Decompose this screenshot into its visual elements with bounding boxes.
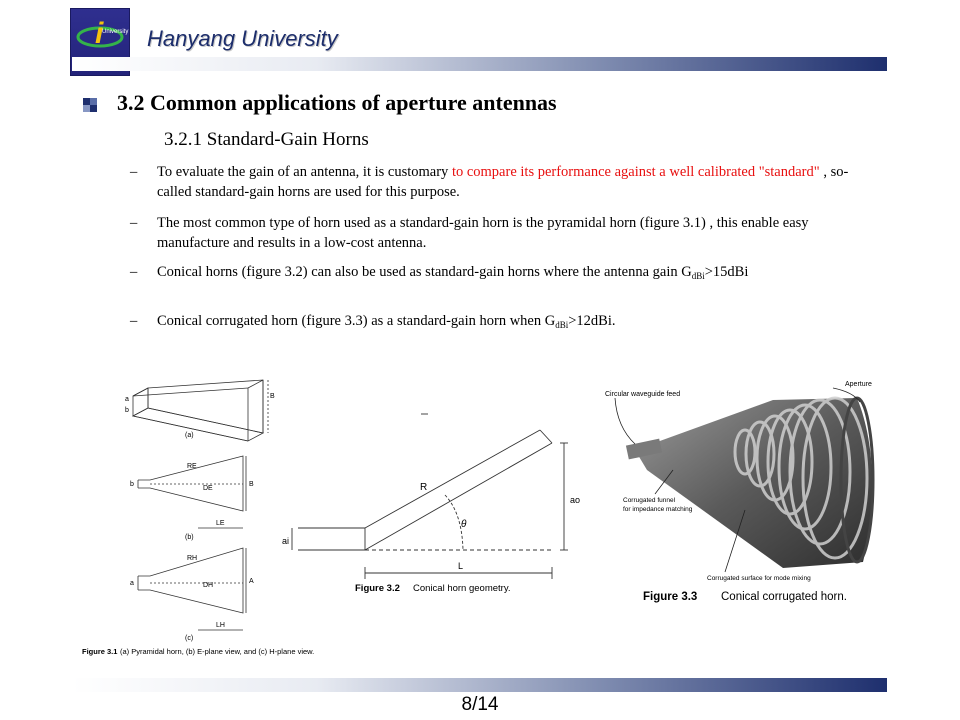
fig31-label-a: a xyxy=(125,396,129,403)
bullet-text-sub: dBi xyxy=(691,271,705,281)
fig33-label-surface: Corrugated surface for mode mixing xyxy=(707,575,811,582)
university-name: Hanyang University xyxy=(147,26,338,51)
bullet-text-post: >12dBi. xyxy=(568,313,616,329)
logo-small-text: University xyxy=(102,29,129,35)
fig31-caption-label: Figure 3.1 xyxy=(82,647,118,656)
bullet-text xyxy=(157,262,872,286)
bullet-text-pre: Conical corrugated horn (figure 3.3) as a standard-gain horn when G xyxy=(157,313,556,329)
fig31-label-RH: RH xyxy=(187,555,198,562)
bullet-text xyxy=(157,311,872,335)
fig33-caption-label: Figure 3.3 xyxy=(643,591,698,603)
fig32-label-R: R xyxy=(420,482,428,493)
fig31-label-RE: RE xyxy=(187,463,197,470)
header-divider xyxy=(72,57,887,71)
bullet-text xyxy=(157,162,872,202)
page-number: 8/14 xyxy=(461,694,499,715)
bullet-dash: – xyxy=(130,313,138,329)
square-bullet-icon xyxy=(83,98,97,112)
logo-emblem-icon xyxy=(71,9,129,61)
section-title: 3.2 Common applications of aperture antennas xyxy=(117,90,557,115)
subsection-title: 3.2.1 Standard-Gain Horns xyxy=(164,129,369,150)
fig32-label-L: L xyxy=(458,561,464,571)
fig31-label-B-top: B xyxy=(270,393,275,400)
fig32-caption-text: Conical horn geometry. xyxy=(413,583,511,594)
bullet-text-post: >15dBi xyxy=(704,264,749,280)
fig31-label-LH: LH xyxy=(216,622,225,629)
figure-3-3-corrugated-horn xyxy=(595,372,895,612)
fig31-label-LE: LE xyxy=(216,520,225,527)
fig31-sub-c: (c) xyxy=(185,635,194,642)
bullet-text-sub: dBi xyxy=(555,320,569,330)
fig33-label-aperture: Aperture xyxy=(845,381,872,388)
fig31-label-A: A xyxy=(249,578,254,585)
bullet-text-pre: Conical horns (figure 3.2) can also be used as standard-gain horns where the antenna gain G xyxy=(157,264,692,280)
bullet-dash: – xyxy=(130,264,138,280)
fig31-label-DH: DH xyxy=(203,582,214,589)
footer-divider xyxy=(72,678,887,692)
logo-letter: i xyxy=(95,17,104,50)
fig31-label-b-eplane: b xyxy=(130,481,134,488)
fig32-label-ai: ai xyxy=(282,536,290,546)
fig33-label-feed: Circular waveguide feed xyxy=(605,391,681,398)
fig32-caption-label: Figure 3.2 xyxy=(355,583,400,594)
bullet-dash: – xyxy=(130,164,138,180)
fig31-sub-b: (b) xyxy=(185,534,194,541)
fig31-label-B: B xyxy=(249,481,254,488)
fig32-label-ao: ao xyxy=(570,495,581,505)
figure-3-2-conical-horn xyxy=(280,395,600,605)
conical-horn-geometry-drawing xyxy=(292,414,568,579)
bullet-text-pre: To evaluate the gain of an antenna, it is customary xyxy=(157,164,452,180)
fig31-label-a-hplane: a xyxy=(130,580,134,587)
bullet-text-post: , so-called standard-gain horns are used for this purpose. xyxy=(157,164,849,200)
fig31-caption-text: (a) Pyramidal horn, (b) E-plane view, and (c) H-plane view. xyxy=(120,647,315,656)
bullet-text-highlight: to compare its performance against a well calibrated "standard" xyxy=(451,164,820,180)
bullet-dash: – xyxy=(130,215,138,231)
bullet-text: The most common type of horn used as a standard-gain horn is the pyramidal horn (figure 3.1) , this enable easy manufacture and results in a low-cost antenna. xyxy=(157,215,809,251)
fig31-label-b: b xyxy=(125,407,129,414)
fig31-label-DE: DE xyxy=(203,485,213,492)
fig33-caption-text: Conical corrugated horn. xyxy=(721,591,847,603)
fig32-label-theta: θ xyxy=(461,519,467,530)
fig33-label-funnel-1: Corrugated funnel xyxy=(623,497,676,504)
pyramidal-horn-3d-drawing xyxy=(133,380,268,441)
fig31-sub-a: (a) xyxy=(185,432,194,439)
fig33-label-funnel-2: for impedance matching xyxy=(623,506,693,513)
